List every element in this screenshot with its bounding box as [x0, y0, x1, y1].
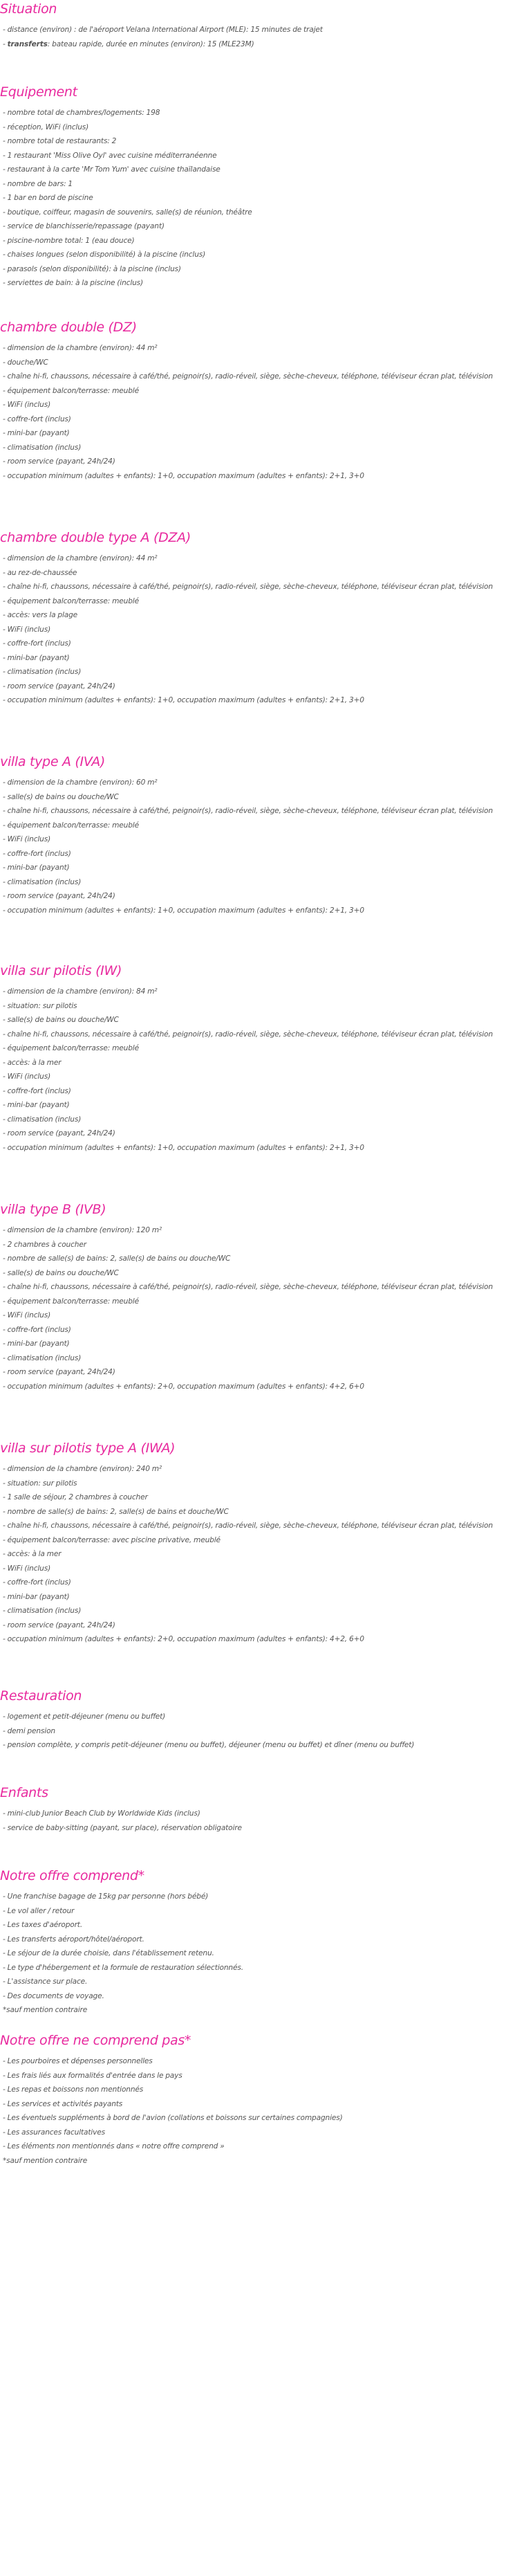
list-item: - chaîne hi-fi, chaussons, nécessaire à café/thé, peignoir(s), radio-réveil, siège, sèche-cheveux, téléphone, téléviseur écran plat, télévision — [3, 1030, 493, 1039]
list-item: - équipement balcon/terrasse: meublé — [3, 1044, 139, 1052]
list-item: - coffre-fort (inclus) — [3, 1325, 71, 1334]
list-item: - occupation minimum (adultes + enfants): 2+0, occupation maximum (adultes + enfants): 4+2, 6+0 — [3, 1635, 364, 1643]
section-title: chambre double type A (DZA) — [0, 530, 191, 545]
list-item: - room service (payant, 24h/24) — [3, 1129, 115, 1138]
list-item: - mini-bar (payant) — [3, 1101, 70, 1109]
list-item: - salle(s) de bains ou douche/WC — [3, 792, 119, 801]
list-item: - boutique, coiffeur, magasin de souvenirs, salle(s) de réunion, théâtre — [3, 208, 252, 217]
section-situation — [0, 1, 524, 51]
list-item: - climatisation (inclus) — [3, 1115, 82, 1124]
list-item: - WiFi (inclus) — [3, 625, 51, 634]
list-item: - situation: sur pilotis — [3, 1479, 77, 1488]
section-restauration — [0, 1688, 524, 1753]
list-item: - WiFi (inclus) — [3, 401, 51, 409]
section-offre-comprend — [0, 1868, 524, 2018]
list-item: - service de blanchisserie/repassage (payant) — [3, 222, 165, 230]
list-item: - Le séjour de la durée choisie, dans l'établissement retenu. — [3, 1949, 214, 1957]
list-item: - accès: à la mer — [3, 1550, 62, 1558]
list-item: - mini-bar (payant) — [3, 653, 70, 662]
list-item: - salle(s) de bains ou douche/WC — [3, 1016, 119, 1024]
list-item: - Des documents de voyage. — [3, 1991, 104, 2000]
section-villa-sur-pilotis — [0, 963, 524, 1155]
section-chambre-double — [0, 320, 524, 483]
list-item: - 1 salle de séjour, 2 chambres à coucher — [3, 1493, 148, 1501]
list-item: - dimension de la chambre (environ): 240 m² — [3, 1465, 162, 1473]
list-item: - chaîne hi-fi, chaussons, nécessaire à café/thé, peignoir(s), radio-réveil, siège, sèche-cheveux, téléphone, téléviseur écran plat, télévision — [3, 807, 493, 815]
list-item: - dimension de la chambre (environ): 84 m² — [3, 987, 158, 996]
transfer-label: transferts — [7, 39, 48, 48]
list-item: - équipement balcon/terrasse: meublé — [3, 596, 139, 605]
list-item: - demi pension — [3, 1726, 55, 1735]
list-item: - occupation minimum (adultes + enfants): 2+0, occupation maximum (adultes + enfants): 4+2, 6+0 — [3, 1382, 364, 1391]
list-item: - restaurant à la carte 'Mr Tom Yum' avec cuisine thaïlandaise — [3, 165, 221, 174]
section-title: Restauration — [0, 1688, 82, 1703]
section-offre-ne-comprend-pas — [0, 2033, 524, 2168]
section-title: Notre offre comprend* — [0, 1868, 144, 1883]
section-equipement — [0, 84, 524, 291]
list-item: - Les frais liés aux formalités d'entrée dans le pays — [3, 2071, 183, 2080]
list-item: - Les éventuels suppléments à bord de l'avion (collations et boissons sur certaines compagnies) — [3, 2114, 343, 2122]
list-item: - mini-bar (payant) — [3, 864, 70, 872]
list-item: - mini-bar (payant) — [3, 1592, 70, 1601]
list-item: - Les repas et boissons non mentionnés — [3, 2085, 144, 2094]
list-item: - mini-club Junior Beach Club by Worldwide Kids (inclus) — [3, 1809, 200, 1818]
list-item: - nombre de bars: 1 — [3, 179, 73, 188]
list-item: - accès: vers la plage — [3, 611, 78, 619]
list-item: - occupation minimum (adultes + enfants): 1+0, occupation maximum (adultes + enfants): 2+1, 3+0 — [3, 696, 364, 704]
list-item: - situation: sur pilotis — [3, 1001, 77, 1010]
list-item: - climatisation (inclus) — [3, 443, 82, 452]
list-item: - coffre-fort (inclus) — [3, 849, 71, 858]
list-item: - WiFi (inclus) — [3, 1072, 51, 1081]
list-item: - service de baby-sitting (payant, sur place), réservation obligatoire — [3, 1823, 242, 1832]
section-chambre-double-type-a — [0, 530, 524, 708]
list-item: - nombre total de chambres/logements: 198 — [3, 109, 160, 117]
list-item: - nombre de salle(s) de bains: 2, salle(s) de bains ou douche/WC — [3, 1254, 231, 1263]
list-item: - WiFi (inclus) — [3, 1564, 51, 1573]
list-item: - coffre-fort (inclus) — [3, 1086, 71, 1095]
list-item: - L'assistance sur place. — [3, 1977, 88, 1986]
list-item: - Une franchise bagage de 15kg par personne (hors bébé) — [3, 1892, 209, 1901]
list-item: - chaises longues (selon disponibilité) à la piscine (inclus) — [3, 250, 206, 259]
list-item: - room service (payant, 24h/24) — [3, 457, 115, 466]
list-item: - chaîne hi-fi, chaussons, nécessaire à café/thé, peignoir(s), radio-réveil, siège, sèche-cheveux, téléphone, téléviseur écran plat, télévision — [3, 372, 493, 381]
list-item: - équipement balcon/terrasse: avec piscine privative, meublé — [3, 1535, 221, 1544]
list-item: - équipement balcon/terrasse: meublé — [3, 1297, 139, 1306]
section-title: Enfants — [0, 1785, 48, 1800]
list-item: - mini-bar (payant) — [3, 429, 70, 437]
section-title: Notre offre ne comprend pas* — [0, 2033, 191, 2048]
list-item: - piscine-nombre total: 1 (eau douce) — [3, 236, 135, 245]
list-item: - 2 chambres à coucher — [3, 1240, 86, 1249]
list-item — [0, 37, 524, 52]
section-title: villa type B (IVB) — [0, 1202, 106, 1217]
list-item: - dimension de la chambre (environ): 120 m² — [3, 1226, 162, 1234]
list-item: - au rez-de-chaussée — [3, 568, 77, 577]
list-item: - room service (payant, 24h/24) — [3, 892, 115, 900]
list-item: - dimension de la chambre (environ): 44 m² — [3, 344, 158, 352]
section-title: chambre double (DZ) — [0, 320, 137, 335]
list-item: - serviettes de bain: à la piscine (inclus) — [3, 279, 144, 287]
list-item: - chaîne hi-fi, chaussons, nécessaire à café/thé, peignoir(s), radio-réveil, siège, sèche-cheveux, téléphone, téléviseur écran plat, télévision — [3, 583, 493, 591]
list-item: - room service (payant, 24h/24) — [3, 1368, 115, 1376]
section-title: villa type A (IVA) — [0, 754, 106, 769]
section-title: villa sur pilotis (IW) — [0, 963, 122, 978]
list-item: - occupation minimum (adultes + enfants): 1+0, occupation maximum (adultes + enfants): 2+1, 3+0 — [3, 1143, 364, 1152]
list-item: - salle(s) de bains ou douche/WC — [3, 1268, 119, 1277]
list-item: - accès: à la mer — [3, 1058, 62, 1067]
list-item: - climatisation (inclus) — [3, 1607, 82, 1615]
list-item: - room service (payant, 24h/24) — [3, 682, 115, 691]
list-item: - logement et petit-déjeuner (menu ou buffet) — [3, 1712, 166, 1721]
section-villa-type-a — [0, 754, 524, 917]
list-item: - chaîne hi-fi, chaussons, nécessaire à café/thé, peignoir(s), radio-réveil, siège, sèche-cheveux, téléphone, téléviseur écran plat, télévision — [3, 1522, 493, 1530]
list-item: - Le type d'hébergement et la formule de restauration sélectionnés. — [3, 1963, 243, 1972]
list-item: - 1 restaurant 'Miss Olive Oyl' avec cuisine méditerranéenne — [3, 151, 217, 160]
list-item: - dimension de la chambre (environ): 44 m² — [3, 554, 158, 563]
section-villa-sur-pilotis-type-a — [0, 1441, 524, 1647]
list-item: - 1 bar en bord de piscine — [3, 194, 93, 202]
list-item: - WiFi (inclus) — [3, 835, 51, 843]
list-item: - mini-bar (payant) — [3, 1340, 70, 1348]
list-item: - Les services et activités payants — [3, 2099, 123, 2108]
section-enfants — [0, 1785, 524, 1835]
list-item: - occupation minimum (adultes + enfants): 1+0, occupation maximum (adultes + enfants): 2+1, 3+0 — [3, 906, 364, 915]
list-item: - coffre-fort (inclus) — [3, 639, 71, 648]
section-title: villa sur pilotis type A (IWA) — [0, 1441, 176, 1456]
list-item: - Les transferts aéroport/hôtel/aéroport. — [3, 1935, 144, 1944]
list-item: - room service (payant, 24h/24) — [3, 1620, 115, 1629]
section-villa-type-b — [0, 1202, 524, 1394]
list-item: - dimension de la chambre (environ): 60 m² — [3, 778, 158, 787]
section-title: Situation — [0, 1, 57, 17]
list-item: - distance (environ) : de l'aéroport Velana International Airport (MLE): 15 minutes de trajet — [3, 26, 323, 34]
list-item: - climatisation (inclus) — [3, 1353, 82, 1362]
list-item: - chaîne hi-fi, chaussons, nécessaire à café/thé, peignoir(s), radio-réveil, siège, sèche-cheveux, téléphone, téléviseur écran plat, télévision — [3, 1283, 493, 1291]
list-item: - occupation minimum (adultes + enfants): 1+0, occupation maximum (adultes + enfants): 2+1, 3+0 — [3, 471, 364, 480]
section-title: Equipement — [0, 84, 77, 100]
list-item: - WiFi (inclus) — [3, 1311, 51, 1319]
list-item: - nombre de salle(s) de bains: 2, salle(s) de bains et douche/WC — [3, 1507, 229, 1516]
list-item: - Les éléments non mentionnés dans « notre offre comprend » — [3, 2142, 225, 2150]
list-item: - nombre total de restaurants: 2 — [3, 137, 117, 145]
list-item: - parasols (selon disponibilité): à la piscine (inclus) — [3, 264, 181, 273]
list-item: - équipement balcon/terrasse: meublé — [3, 386, 139, 395]
list-item: - Les pourboires et dépenses personnelles — [3, 2057, 153, 2065]
list-item: - douche/WC — [3, 358, 48, 367]
list-item: *sauf mention contraire — [3, 2006, 88, 2014]
list-item: - réception, WiFi (inclus) — [3, 122, 89, 131]
list-item: - équipement balcon/terrasse: meublé — [3, 821, 139, 830]
list-item-prefix: - — [3, 39, 8, 48]
list-item: - Les taxes d'aéroport. — [3, 1921, 83, 1929]
list-item: - coffre-fort (inclus) — [3, 1578, 71, 1587]
list-item: - climatisation (inclus) — [3, 668, 82, 676]
list-item: *sauf mention contraire — [3, 2156, 88, 2165]
list-item: - Le vol aller / retour — [3, 1906, 75, 1915]
list-item: - climatisation (inclus) — [3, 877, 82, 886]
list-item: - Les assurances facultatives — [3, 2128, 106, 2137]
transfer-text: : bateau rapide, durée en minutes (environ): 15 (MLE23M) — [47, 39, 254, 48]
list-item: - pension complète, y compris petit-déjeuner (menu ou buffet), déjeuner (menu ou buffet) et dîner (menu ou buffet) — [3, 1741, 415, 1749]
list-item: - coffre-fort (inclus) — [3, 414, 71, 423]
